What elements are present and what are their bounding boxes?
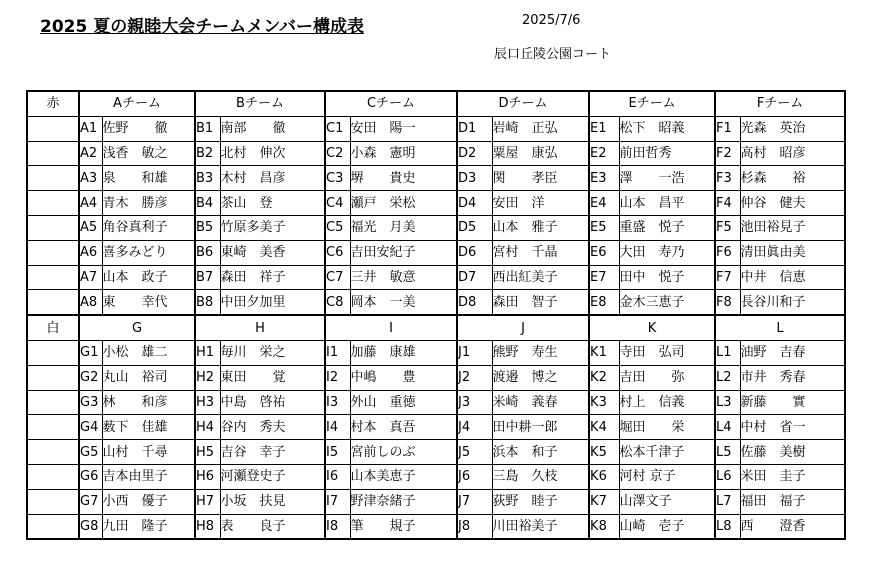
member-name: 森田 祥子: [220, 265, 325, 290]
member-code: H8: [195, 514, 220, 539]
member-code: H3: [195, 390, 220, 415]
member-name: 青木 勝彦: [102, 191, 195, 216]
member-code: C8: [325, 290, 350, 315]
member-name: 南部 徹: [220, 116, 325, 141]
member-code: C1: [325, 116, 350, 141]
member-code: I5: [325, 440, 350, 465]
member-name: 野津奈緒子: [350, 489, 457, 514]
member-code: H1: [195, 340, 220, 365]
member-code: F2: [715, 141, 740, 166]
side-spacer: [27, 116, 79, 141]
member-name: 中島 啓祐: [220, 390, 325, 415]
member-code: E5: [589, 215, 619, 240]
member-name: 茶山 登: [220, 191, 325, 216]
table-row: [27, 141, 845, 166]
member-name: 大田 寿乃: [619, 240, 715, 265]
member-name: 浜本 和子: [492, 440, 589, 465]
member-name: 山崎 壱子: [619, 514, 715, 539]
member-code: J2: [457, 365, 492, 390]
table-row: [27, 440, 845, 465]
member-code: F8: [715, 290, 740, 315]
member-code: J8: [457, 514, 492, 539]
member-code: F1: [715, 116, 740, 141]
table-row: [27, 166, 845, 191]
member-name: 竹原多美子: [220, 215, 325, 240]
member-code: K3: [589, 390, 619, 415]
member-name: 山本 政子: [102, 265, 195, 290]
side-spacer: [27, 215, 79, 240]
member-code: A5: [79, 215, 102, 240]
member-code: G7: [79, 489, 102, 514]
member-code: G6: [79, 464, 102, 489]
member-code: E6: [589, 240, 619, 265]
team-header: Dチーム: [457, 91, 589, 116]
table-row: [27, 191, 845, 216]
member-name: 岡本 一美: [350, 290, 457, 315]
member-code: H2: [195, 365, 220, 390]
side-spacer: [27, 141, 79, 166]
member-code: B2: [195, 141, 220, 166]
member-code: K5: [589, 440, 619, 465]
member-name: 喜多みどり: [102, 240, 195, 265]
member-code: C2: [325, 141, 350, 166]
member-code: A7: [79, 265, 102, 290]
side-spacer: [27, 365, 79, 390]
member-code: F5: [715, 215, 740, 240]
member-code: K7: [589, 489, 619, 514]
member-name: 金木三恵子: [619, 290, 715, 315]
member-name: 小森 憲明: [350, 141, 457, 166]
table-row: [27, 290, 845, 315]
member-code: L6: [715, 464, 740, 489]
member-name: 油野 吉春: [740, 340, 845, 365]
member-name: 森田 智子: [492, 290, 589, 315]
team-header: Eチーム: [589, 91, 715, 116]
member-name: 重盛 悦子: [619, 215, 715, 240]
section-header-row: [27, 315, 845, 340]
member-name: 小西 優子: [102, 489, 195, 514]
member-code: L5: [715, 440, 740, 465]
member-code: J7: [457, 489, 492, 514]
member-code: B6: [195, 240, 220, 265]
member-name: 丸山 裕司: [102, 365, 195, 390]
team-header: L: [715, 315, 845, 340]
member-name: 米崎 義春: [492, 390, 589, 415]
member-code: E1: [589, 116, 619, 141]
member-code: I6: [325, 464, 350, 489]
member-code: D2: [457, 141, 492, 166]
member-code: G4: [79, 415, 102, 440]
member-code: D1: [457, 116, 492, 141]
member-code: J3: [457, 390, 492, 415]
member-code: B1: [195, 116, 220, 141]
event-date: 2025/7/6: [522, 13, 581, 28]
member-name: 加藤 康雄: [350, 340, 457, 365]
member-name: 田中耕一郎: [492, 415, 589, 440]
member-name: 堺 貴史: [350, 166, 457, 191]
member-code: E8: [589, 290, 619, 315]
side-spacer: [27, 440, 79, 465]
member-name: 河瀬登史子: [220, 464, 325, 489]
member-code: D8: [457, 290, 492, 315]
member-name: 泉 和雄: [102, 166, 195, 191]
member-name: 松下 昭義: [619, 116, 715, 141]
member-code: A1: [79, 116, 102, 141]
member-code: B7: [195, 265, 220, 290]
member-name: 東 幸代: [102, 290, 195, 315]
member-code: L1: [715, 340, 740, 365]
side-spacer: [27, 166, 79, 191]
member-name: 光森 英治: [740, 116, 845, 141]
member-code: B5: [195, 215, 220, 240]
member-code: L8: [715, 514, 740, 539]
member-name: 瀬戸 栄松: [350, 191, 457, 216]
member-code: K8: [589, 514, 619, 539]
table-row: [27, 215, 845, 240]
side-spacer: [27, 464, 79, 489]
member-name: 渡邉 博之: [492, 365, 589, 390]
member-code: I1: [325, 340, 350, 365]
member-code: D7: [457, 265, 492, 290]
team-header: J: [457, 315, 589, 340]
member-code: A6: [79, 240, 102, 265]
table-row: [27, 340, 845, 365]
member-code: D5: [457, 215, 492, 240]
member-name: 田中 悦子: [619, 265, 715, 290]
team-header: G: [79, 315, 195, 340]
member-code: K2: [589, 365, 619, 390]
member-name: 三島 久枝: [492, 464, 589, 489]
member-name: 薮下 佳雄: [102, 415, 195, 440]
member-code: C4: [325, 191, 350, 216]
member-name: 吉田 弥: [619, 365, 715, 390]
member-name: 寺田 弘司: [619, 340, 715, 365]
member-name: 岩崎 正弘: [492, 116, 589, 141]
side-spacer: [27, 240, 79, 265]
member-code: F4: [715, 191, 740, 216]
member-name: 東崎 美香: [220, 240, 325, 265]
member-code: C5: [325, 215, 350, 240]
member-name: 佐野 徹: [102, 116, 195, 141]
member-name: 角谷真利子: [102, 215, 195, 240]
member-name: 市井 秀春: [740, 365, 845, 390]
table-row: [27, 464, 845, 489]
side-label: 赤: [27, 91, 79, 116]
member-name: 表 良子: [220, 514, 325, 539]
member-name: 東田 覚: [220, 365, 325, 390]
member-name: 高村 昭彦: [740, 141, 845, 166]
member-code: D6: [457, 240, 492, 265]
side-spacer: [27, 415, 79, 440]
member-name: 吉田安紀子: [350, 240, 457, 265]
member-name: 松本千津子: [619, 440, 715, 465]
table-row: [27, 514, 845, 539]
table-row: [27, 390, 845, 415]
team-header: H: [195, 315, 325, 340]
member-code: K6: [589, 464, 619, 489]
member-name: 堀田 栄: [619, 415, 715, 440]
member-name: 粟屋 康弘: [492, 141, 589, 166]
side-label: 白: [27, 315, 79, 340]
member-name: 筆 規子: [350, 514, 457, 539]
member-code: H6: [195, 464, 220, 489]
member-code: B4: [195, 191, 220, 216]
member-code: I7: [325, 489, 350, 514]
member-name: 安田 洋: [492, 191, 589, 216]
member-name: 村本 真吾: [350, 415, 457, 440]
member-name: 中村 省一: [740, 415, 845, 440]
member-code: B8: [195, 290, 220, 315]
member-name: 川田裕美子: [492, 514, 589, 539]
member-name: 米田 圭子: [740, 464, 845, 489]
member-name: 佐藤 美樹: [740, 440, 845, 465]
member-name: 小坂 扶見: [220, 489, 325, 514]
member-code: E4: [589, 191, 619, 216]
member-name: 杉森 裕: [740, 166, 845, 191]
document-title: 2025 夏の親睦大会チームメンバー構成表: [40, 17, 365, 37]
member-code: A8: [79, 290, 102, 315]
table-row: [27, 489, 845, 514]
member-code: F7: [715, 265, 740, 290]
member-name: 山澤文子: [619, 489, 715, 514]
member-code: C6: [325, 240, 350, 265]
member-name: 浅香 敏之: [102, 141, 195, 166]
member-name: 福光 月美: [350, 215, 457, 240]
team-roster-table: [26, 90, 846, 540]
member-code: C3: [325, 166, 350, 191]
member-code: C7: [325, 265, 350, 290]
member-code: A2: [79, 141, 102, 166]
member-code: F6: [715, 240, 740, 265]
member-code: G8: [79, 514, 102, 539]
member-name: 山本美恵子: [350, 464, 457, 489]
member-code: D4: [457, 191, 492, 216]
member-code: G2: [79, 365, 102, 390]
member-code: L3: [715, 390, 740, 415]
member-code: E7: [589, 265, 619, 290]
side-spacer: [27, 265, 79, 290]
member-name: 村上 信義: [619, 390, 715, 415]
team-header: I: [325, 315, 457, 340]
member-code: G5: [79, 440, 102, 465]
team-header: K: [589, 315, 715, 340]
member-name: 西出紅美子: [492, 265, 589, 290]
member-code: A4: [79, 191, 102, 216]
team-header: Bチーム: [195, 91, 325, 116]
member-code: I3: [325, 390, 350, 415]
member-name: 前田哲秀: [619, 141, 715, 166]
member-name: 中田夕加里: [220, 290, 325, 315]
member-name: 谷内 秀夫: [220, 415, 325, 440]
team-header: Cチーム: [325, 91, 457, 116]
member-code: I4: [325, 415, 350, 440]
member-name: 三井 敏意: [350, 265, 457, 290]
member-name: 福田 福子: [740, 489, 845, 514]
side-spacer: [27, 390, 79, 415]
member-name: 吉本由里子: [102, 464, 195, 489]
member-name: 仲谷 健夫: [740, 191, 845, 216]
member-name: 外山 重徳: [350, 390, 457, 415]
member-code: D3: [457, 166, 492, 191]
member-name: 北村 伸次: [220, 141, 325, 166]
member-name: 中嶋 豊: [350, 365, 457, 390]
member-name: 宮村 千晶: [492, 240, 589, 265]
member-name: 宮前しのぶ: [350, 440, 457, 465]
member-name: 吉谷 幸子: [220, 440, 325, 465]
member-name: 河村 京子: [619, 464, 715, 489]
member-code: J4: [457, 415, 492, 440]
member-code: H5: [195, 440, 220, 465]
member-name: 山本 昌平: [619, 191, 715, 216]
member-name: 清田眞由美: [740, 240, 845, 265]
side-spacer: [27, 290, 79, 315]
member-name: 熊野 寿生: [492, 340, 589, 365]
member-code: E3: [589, 166, 619, 191]
member-code: K1: [589, 340, 619, 365]
member-name: 木村 昌彦: [220, 166, 325, 191]
member-code: K4: [589, 415, 619, 440]
member-name: 新藤 實: [740, 390, 845, 415]
team-header: Aチーム: [79, 91, 195, 116]
table-row: [27, 415, 845, 440]
member-name: 毎川 栄之: [220, 340, 325, 365]
member-code: I8: [325, 514, 350, 539]
member-code: J1: [457, 340, 492, 365]
side-spacer: [27, 191, 79, 216]
member-code: L4: [715, 415, 740, 440]
member-code: I2: [325, 365, 350, 390]
member-name: 西 澄香: [740, 514, 845, 539]
member-name: 小松 雄二: [102, 340, 195, 365]
member-code: G1: [79, 340, 102, 365]
section-header-row: [27, 91, 845, 116]
member-code: L7: [715, 489, 740, 514]
member-code: H7: [195, 489, 220, 514]
member-name: 荻野 睦子: [492, 489, 589, 514]
side-spacer: [27, 514, 79, 539]
event-venue: 辰口丘陵公園コート: [494, 47, 612, 62]
member-code: B3: [195, 166, 220, 191]
member-name: 長谷川和子: [740, 290, 845, 315]
member-name: 中井 信恵: [740, 265, 845, 290]
member-name: 池田裕見子: [740, 215, 845, 240]
side-spacer: [27, 489, 79, 514]
member-code: G3: [79, 390, 102, 415]
member-code: E2: [589, 141, 619, 166]
member-name: 九田 隆子: [102, 514, 195, 539]
member-code: L2: [715, 365, 740, 390]
member-name: 関 孝臣: [492, 166, 589, 191]
member-code: H4: [195, 415, 220, 440]
member-name: 安田 陽一: [350, 116, 457, 141]
member-name: 澤 一浩: [619, 166, 715, 191]
member-code: A3: [79, 166, 102, 191]
member-name: 山本 雅子: [492, 215, 589, 240]
member-code: J6: [457, 464, 492, 489]
table-row: [27, 365, 845, 390]
member-name: 山村 千尋: [102, 440, 195, 465]
side-spacer: [27, 340, 79, 365]
member-code: F3: [715, 166, 740, 191]
member-code: J5: [457, 440, 492, 465]
table-row: [27, 240, 845, 265]
table-row: [27, 116, 845, 141]
team-header: Fチーム: [715, 91, 845, 116]
member-name: 林 和彦: [102, 390, 195, 415]
table-row: [27, 265, 845, 290]
